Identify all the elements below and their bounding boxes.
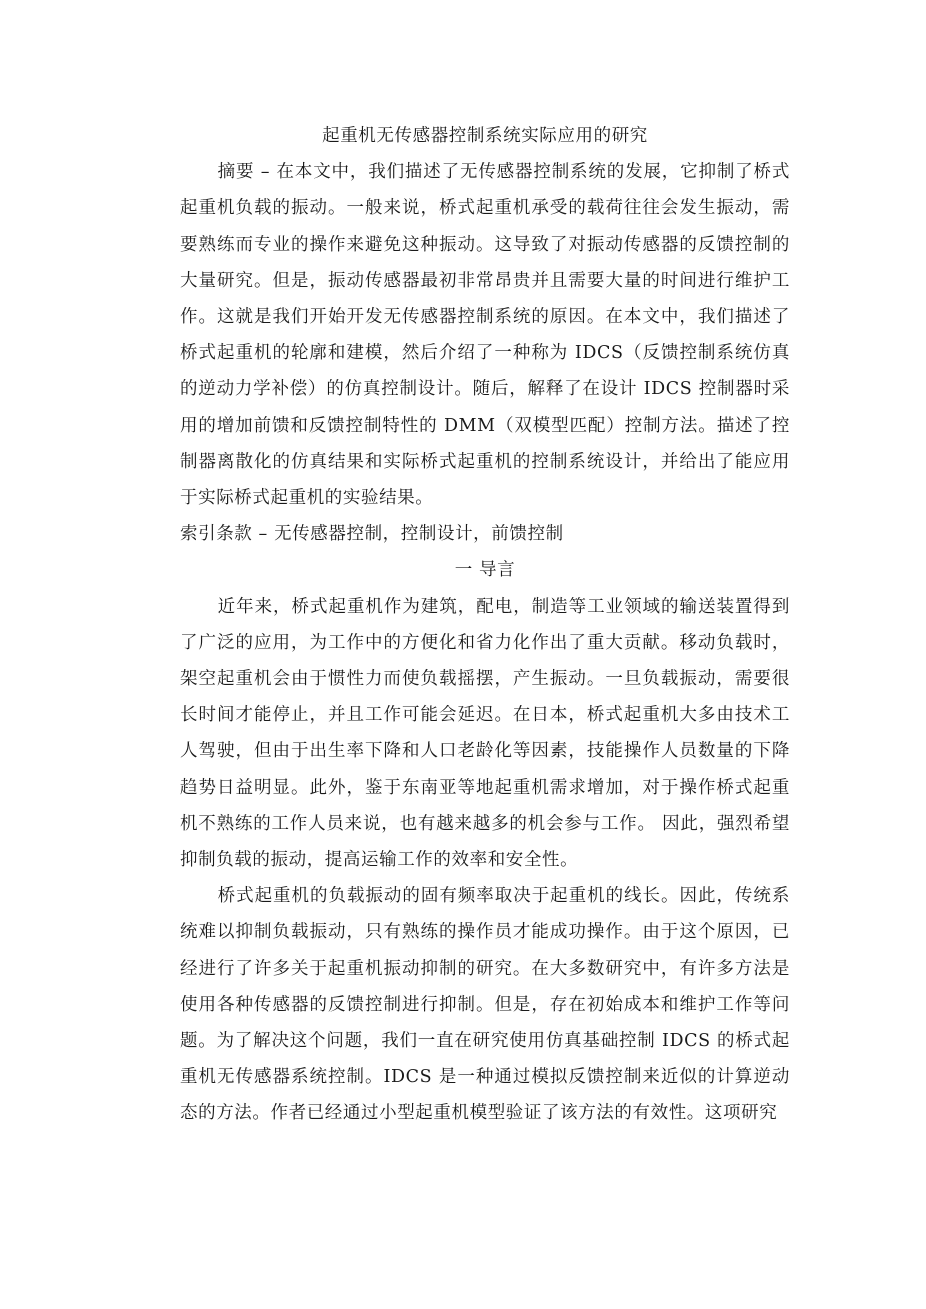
paper-body [180, 118, 790, 1132]
paper-title: 起重机无传感器控制系统实际应用的研究 [322, 126, 648, 146]
index-terms: 索引条款 – 无传感器控制，控制设计，前馈控制 [180, 524, 564, 545]
section-heading-introduction: 一 导言 [454, 560, 516, 581]
introduction-paragraph-2: 桥式起重机的负载振动的固有频率取决于起重机的线长。因此，传统系统难以抑制负载振动，只有熟练的操作员才能成功操作。由于这个原因，已经进行了许多关于起重机振动抑制的研究。在大多数研究中，有许多方法是使用各种传感器的反馈控制进行抑制。但是，存在初始成本和维护工作等问题。为了解决这个问题，我们一直在研究使用仿真基础控制 IDCS 的桥式起重机无传感器系统控制。IDCS 是一种通过模拟反馈控制来近似的计算逆动态的方法。作者已经通过小型起重机模型验证了该方法的有效性。这项研究 [180, 886, 790, 1124]
abstract-paragraph: 摘要 – 在本文中，我们描述了无传感器控制系统的发展，它抑制了桥式起重机负载的振动。一般来说，桥式起重机承受的载荷往往会发生振动，需要熟练而专业的操作来避免这种振动。这导致了对振动传感器的反馈控制的大量研究。但是，振动传感器最初非常昂贵并且需要大量的时间进行维护工作。这就是我们开始开发无传感器控制系统的原因。在本文中，我们描述了桥式起重机的轮廓和建模，然后介绍了一种称为 IDCS（反馈控制系统仿真的逆动力学补偿）的仿真控制设计。随后，解释了在设计 IDCS 控制器时采用的增加前馈和反馈控制特性的 DMM（双模型匹配）控制方法。描述了控制器离散化的仿真结果和实际桥式起重机的控制系统设计，并给出了能应用于实际桥式起重机的实验结果。 [180, 162, 790, 509]
introduction-paragraph-1: 近年来，桥式起重机作为建筑，配电，制造等工业领域的输送装置得到了广泛的应用，为工作中的方便化和省力化作出了重大贡献。移动负载时，架空起重机会由于惯性力而使负载摇摆，产生振动。一旦负载振动，需要很长时间才能停止，并且工作可能会延迟。在日本，桥式起重机大多由技术工人驾驶，但由于出生率下降和人口老龄化等因素，技能操作人员数量的下降趋势日益明显。此外，鉴于东南亚等地起重机需求增加，对于操作桥式起重机不熟练的工作人员来说，也有越来越多的机会参与工作。 因此，强烈希望抑制负载的振动，提高运输工作的效率和安全性。 [180, 596, 790, 871]
